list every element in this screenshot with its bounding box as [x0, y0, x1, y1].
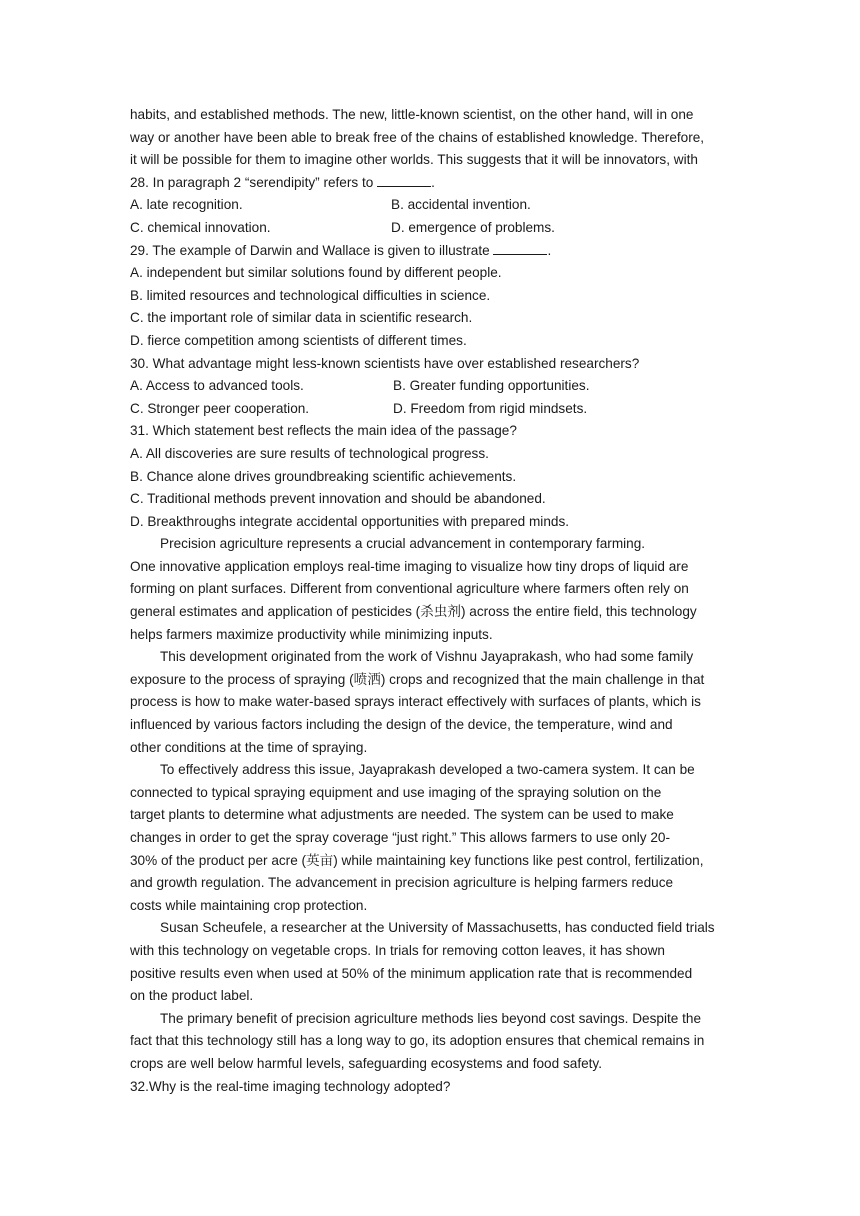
option-a: A. All discoveries are sure results of technological progress.	[130, 445, 489, 461]
paragraph-line: process is how to make water-based sprays interact effectively with surfaces of plants, which is	[130, 694, 701, 710]
passage-line: habits, and established methods. The new, little-known scientist, on the other hand, will in one	[130, 107, 694, 122]
paragraph-line: on the product label.	[130, 988, 254, 1004]
paragraph-line: positive results even when used at 50% of the minimum application rate that is recommended	[130, 965, 693, 981]
paragraph-line: One innovative application employs real-time imaging to visualize how tiny drops of liquid are	[130, 558, 689, 574]
answer-blank	[377, 174, 431, 187]
paragraph-line: Precision agriculture represents a crucial advancement in contemporary farming.	[160, 536, 646, 552]
option-a: A. Access to advanced tools.	[130, 378, 304, 394]
answer-blank	[493, 242, 547, 255]
option-d: D. Freedom from rigid mindsets.	[393, 400, 588, 416]
paragraph-line: other conditions at the time of spraying.	[130, 739, 368, 755]
option-b: B. Greater funding opportunities.	[393, 378, 590, 394]
paragraph-line: To effectively address this issue, Jayaprakash developed a two-camera system. It can be	[160, 762, 695, 778]
paragraph-line: changes in order to get the spray coverage “just right.” This allows farmers to use only 20-	[130, 830, 670, 845]
option-row	[130, 398, 735, 421]
option-c: C. Traditional methods prevent innovation and should be abandoned.	[130, 491, 546, 507]
paragraph-line: with this technology on vegetable crops. In trials for removing cotton leaves, it has shown	[130, 942, 665, 958]
option-row	[130, 375, 735, 398]
option-c: C. chemical innovation.	[130, 219, 271, 235]
page-content	[130, 104, 735, 1098]
option-c: C. the important role of similar data in scientific research.	[130, 310, 473, 326]
passage-line: way or another have been able to break free of the chains of established knowledge. Therefore,	[130, 129, 705, 145]
paragraph-line: and growth regulation. The advancement in precision agriculture is helping farmers reduce	[130, 875, 674, 891]
paragraph-line: general estimates and application of pesticides (杀虫剂) across the entire field, this technology	[130, 604, 697, 620]
paragraph-line: exposure to the process of spraying (喷洒) crops and recognized that the main challenge in that	[130, 671, 705, 687]
option-b: B. limited resources and technological difficulties in science.	[130, 287, 491, 303]
option-b: B. Chance alone drives groundbreaking scientific achievements.	[130, 468, 517, 484]
paragraph-line: connected to typical spraying equipment and use imaging of the spraying solution on the	[130, 784, 662, 800]
question-29-stem: 29. The example of Darwin and Wallace is given to illustrate .	[130, 242, 552, 258]
option-d: D. Breakthroughs integrate accidental opportunities with prepared minds.	[130, 513, 570, 529]
option-row	[130, 194, 735, 217]
paragraph-line: Susan Scheufele, a researcher at the University of Massachusetts, has conducted field trials	[160, 920, 715, 936]
passage-line: it will be possible for them to imagine other worlds. This suggests that it will be innovators, with	[130, 152, 698, 168]
paragraph-line: helps farmers maximize productivity while minimizing inputs.	[130, 626, 493, 642]
option-a: A. late recognition.	[130, 197, 243, 213]
option-a: A. independent but similar solutions found by different people.	[130, 265, 502, 281]
paragraph-line: costs while maintaining crop protection.	[130, 897, 368, 913]
option-d: D. fierce competition among scientists of different times.	[130, 332, 467, 348]
paragraph-line: This development originated from the work of Vishnu Jayaprakash, who had some family	[160, 649, 694, 665]
question-31-stem: 31. Which statement best reflects the main idea of the passage?	[130, 423, 517, 439]
question-28-stem: 28. In paragraph 2 “serendipity” refers to .	[130, 174, 435, 190]
question-30-stem: 30. What advantage might less-known scientists have over established researchers?	[130, 355, 640, 371]
paragraph-line: influenced by various factors including the design of the device, the temperature, wind and	[130, 717, 673, 733]
question-32-stem: 32.Why is the real-time imaging technology adopted?	[130, 1078, 451, 1094]
option-c: C. Stronger peer cooperation.	[130, 400, 310, 416]
option-b: B. accidental invention.	[391, 197, 531, 213]
paragraph-line: forming on plant surfaces. Different from conventional agriculture where farmers often rely on	[130, 581, 689, 597]
option-d: D. emergence of problems.	[391, 219, 555, 235]
paragraph-line: target plants to determine what adjustments are needed. The system can be used to make	[130, 807, 674, 823]
paragraph-line: The primary benefit of precision agriculture methods lies beyond cost savings. Despite the	[160, 1010, 702, 1026]
paragraph-line: crops are well below harmful levels, safeguarding ecosystems and food safety.	[130, 1055, 602, 1071]
option-row	[130, 217, 735, 240]
paragraph-line: fact that this technology still has a long way to go, its adoption ensures that chemical remains in	[130, 1033, 705, 1049]
paragraph-line: 30% of the product per acre (英亩) while maintaining key functions like pest control, fertilization,	[130, 852, 704, 868]
